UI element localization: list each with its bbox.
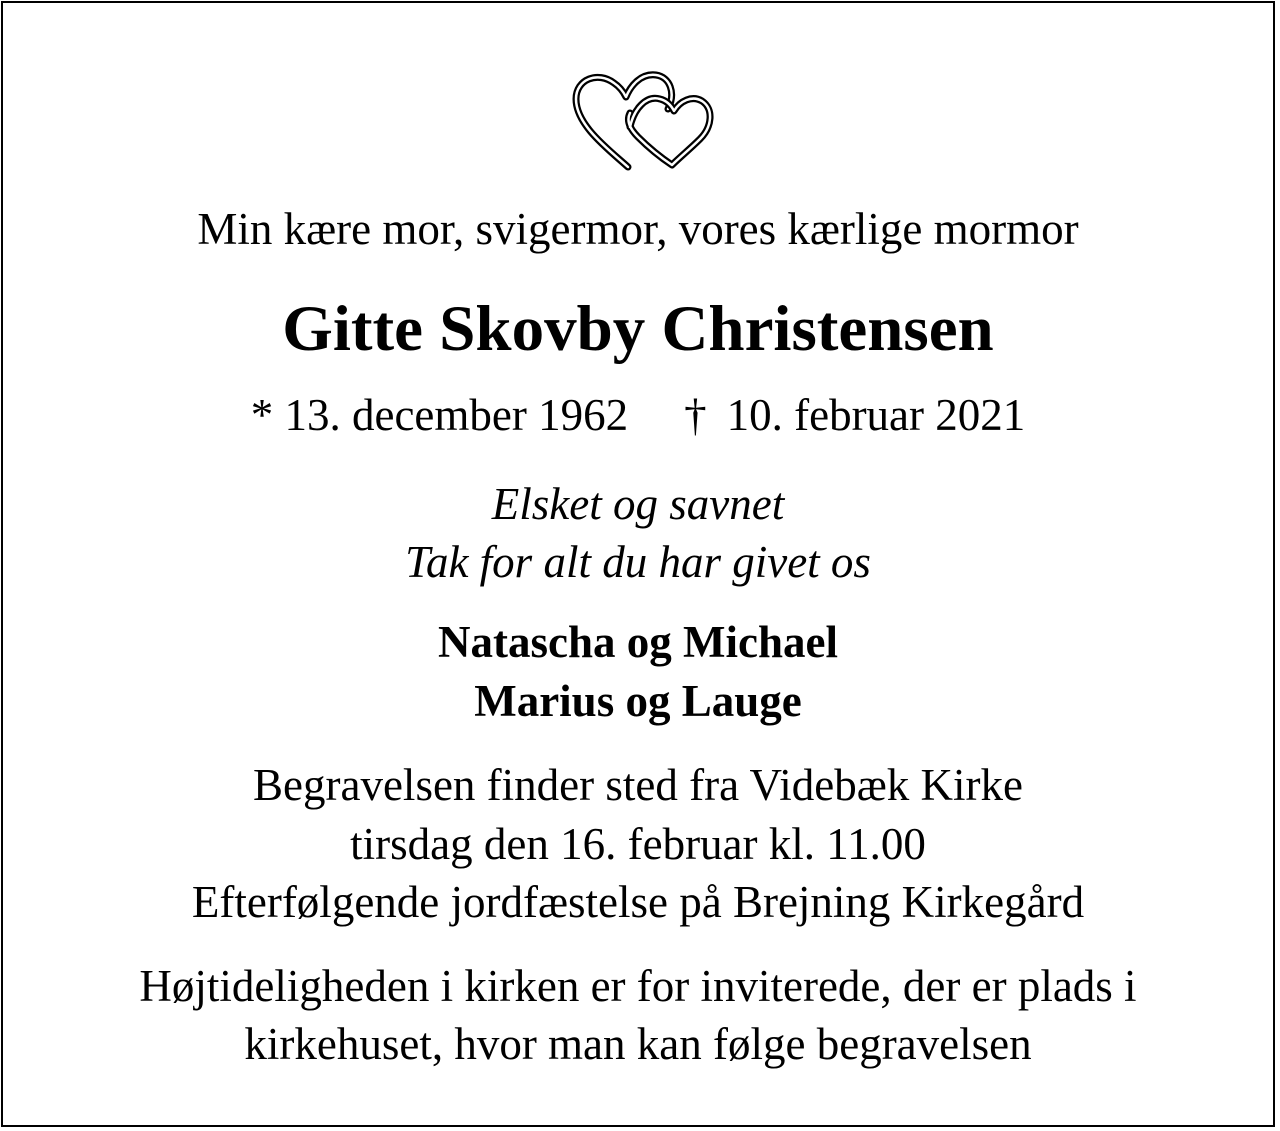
note-line: kirkehuset, hvor man kan følge begravelsen (244, 1019, 1032, 1069)
family-line: Marius og Lauge (474, 676, 802, 726)
note-line: Højtideligheden i kirken er for inviterede, der er plads i (139, 961, 1137, 1011)
funeral-line: Efterfølgende jordfæstelse på Brejning Kirkegård (191, 877, 1085, 927)
funeral-line: Begravelsen finder sted fra Videbæk Kirke (253, 760, 1023, 810)
death-symbol: † (684, 390, 707, 440)
birth-symbol: * (250, 390, 274, 440)
death-date: 10. februar 2021 (726, 390, 1026, 440)
intro-text: Min kære mor, svigermor, vores kærlige mormor (197, 204, 1079, 254)
family-line: Natascha og Michael (438, 617, 838, 667)
funeral-line: tirsdag den 16. februar kl. 11.00 (350, 819, 926, 869)
obituary-notice (1, 1, 1275, 1127)
life-dates (3, 389, 1273, 441)
deceased-name: Gitte Skovby Christensen (282, 293, 994, 365)
birth-date: 13. december 1962 (284, 390, 629, 440)
intertwined-hearts-icon (568, 65, 718, 175)
verse-line: Tak for alt du har givet os (405, 537, 871, 587)
verse-line: Elsket og savnet (491, 479, 785, 529)
